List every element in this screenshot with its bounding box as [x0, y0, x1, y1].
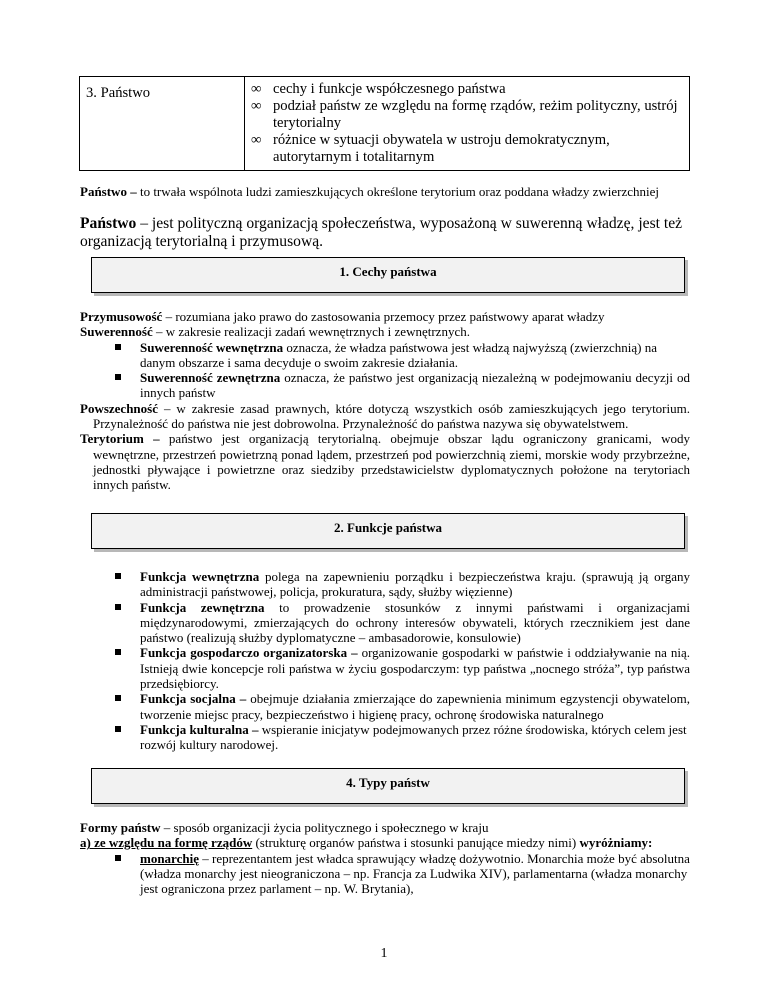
definition-1: Państwo – to trwała wspólnota ludzi zamieszkujących określone terytorium oraz poddana władzy zwierzchniej: [80, 184, 660, 199]
terytorium-paragraph: Terytorium – państwo jest organizacją terytorialną. obejmuje obszar lądu ograniczony granicami, wody wewnętrzne, przestrzeń powietrzną ponad lądem, przestrzeń pod powierzchnią ziemi, morskie wody przybrzeżne, jednostki pływające i powietrzne oraz siedziby przedstawicielstw dyplomatycznych położone na terytoriach innych państw.: [80, 431, 690, 493]
section-4-body: [80, 820, 690, 896]
list-item: Funkcja socjalna – obejmuje działania zmierzające do zapewnienia minimum egzystencji obywatelom, tworzenie miejsc pracy, bezpieczeństwo i higienę pracy, ochronę środowiska naturalnego: [80, 691, 690, 722]
topic-number: 3. Państwo: [80, 77, 245, 171]
topic-item: ∞ podział państw ze względu na formę rządów, reżim polityczny, ustrój terytorialny: [251, 98, 678, 131]
infinity-bullet-icon: ∞: [251, 98, 262, 114]
square-bullet-icon: [115, 344, 121, 350]
infinity-bullet-icon: ∞: [251, 132, 262, 148]
powszechnosc-paragraph: Powszechność – w zakresie zasad prawnych, które dotyczą wszystkich osób zamieszkujących jego terytorium. Przynależność do państwa nie jest dobrowolna. Przynależność do państwa nazywa się obywatelstwem.: [80, 400, 690, 432]
list-item: Suwerenność wewnętrzna oznacza, że władza państwowa jest władzą najwyższą (zwierzchnią) na danym obszarze i sama decyduje o swoim zakresie działania.: [80, 340, 690, 371]
square-bullet-icon: [115, 695, 121, 701]
definition-2: Państwo – jest polityczną organizacją społeczeństwa, wyposażoną w suwerenną władzę, jest też organizacją terytorialną i przymusową.: [80, 215, 683, 250]
list-item: Funkcja kulturalna – wspieranie inicjatyw podejmowanych przez różne środowiska, których celem jest rozwój kultury narodowej.: [80, 722, 690, 753]
square-bullet-icon: [115, 573, 121, 579]
list-item: Suwerenność zewnętrzna oznacza, że państwo jest organizacją niezależną w podejmowaniu decyzji od innych państw: [80, 370, 690, 401]
section-heading-box: [91, 257, 685, 293]
topic-table: [79, 76, 690, 171]
section-heading-box: [91, 513, 685, 549]
section-1-heading: 1. Cechy państwa: [339, 264, 437, 279]
section-1-body: [80, 309, 690, 493]
page-number: 1: [380, 946, 388, 961]
square-bullet-icon: [115, 374, 121, 380]
section-2-heading: 2. Funkcje państwa: [334, 520, 442, 535]
section-2-body: [80, 569, 690, 753]
topic-item: ∞ różnice w sytuacji obywatela w ustroju demokratycznym, autorytarnym i totalitarnym: [251, 132, 610, 165]
forma-rzadow-paragraph: a) ze względu na formę rządów (strukturę organów państwa i stosunki panujące miedzy nimi) wyróżniamy:: [80, 835, 653, 851]
square-bullet-icon: [115, 649, 121, 655]
list-item: Funkcja zewnętrzna to prowadzenie stosunków z innymi państwami i organizacjami międzynarodowymi, zmierzających do ochrony interesów obywateli, których rzecznikiem jest dane państwo (realizują służby dyplomatyczne – ambasadorowie, konsulowie): [80, 600, 690, 646]
topic-item: ∞ cechy i funkcje współczesnego państwa: [251, 81, 506, 97]
list-item: Funkcja gospodarczo organizatorska – organizowanie gospodarki w państwie i oddziaływanie na nią. Istnieją dwie koncepcje roli państwa w życiu gospodarczym: typ państwa „nocnego stróża”, typ państwa przedsiębiorcy.: [80, 645, 690, 691]
przymusowosc-paragraph: Przymusowość – rozumiana jako prawo do zastosowania przemocy przez państwowy aparat władzy: [80, 309, 605, 324]
square-bullet-icon: [115, 604, 121, 610]
suwerennosc-paragraph: Suwerenność – w zakresie realizacji zadań wewnętrznych i zewnętrznych.: [80, 324, 470, 340]
topic-items-cell: [245, 77, 690, 171]
section-heading-box: [91, 768, 685, 804]
square-bullet-icon: [115, 855, 121, 861]
section-4-heading: 4. Typy państw: [346, 775, 430, 790]
infinity-bullet-icon: ∞: [251, 81, 262, 97]
square-bullet-icon: [115, 726, 121, 732]
formy-paragraph: Formy państw – sposób organizacji życia politycznego i społecznego w kraju: [80, 820, 489, 835]
list-item: monarchię – reprezentantem jest władca sprawujący władzę dożywotnio. Monarchia może być absolutna (władza monarchy jest nieograniczona – np. Francja za Ludwika XIV), parlamentarna (władza monarchy jest ograniczona przez parlament – np. W. Brytania),: [80, 851, 690, 897]
list-item: Funkcja wewnętrzna polega na zapewnieniu porządku i bezpieczeństwa kraju. (sprawują ją organy administracji państwowej, policja, prokuratura, sądy, służby więzienne): [80, 569, 690, 600]
